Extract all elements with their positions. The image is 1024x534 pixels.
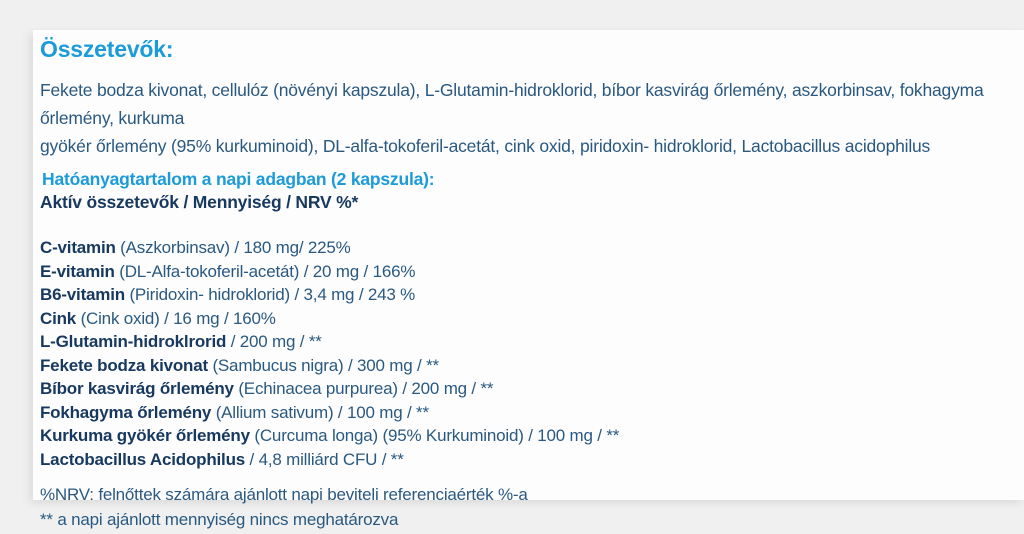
ingredient-name: Cink [40, 308, 77, 328]
ingredients-text-line-1: Fekete bodza kivonat, cellulóz (növényi kapszula), L-Glutamin-hidroklorid, bíbor kasvirág őrlemény, aszkorbinsav, fokhagyma őrlemény, kurkuma [40, 80, 984, 128]
footnotes [40, 483, 1004, 532]
active-ingredient-row [40, 448, 1004, 472]
ingredient-name: L-Glutamin-hidroklrorid [40, 332, 227, 351]
ingredient-details: (Sambucus nigra) / 300 mg / ** [207, 355, 439, 375]
ingredient-name: B6-vitamin [40, 285, 125, 304]
active-ingredient-row [40, 307, 1004, 331]
ingredient-name: Bíbor kasvirág őrlemény [40, 379, 234, 398]
active-ingredient-row [40, 236, 1004, 260]
ingredient-name: Fokhagyma őrlemény [40, 402, 212, 422]
active-ingredient-row [40, 260, 1004, 284]
active-ingredient-row [40, 354, 1004, 378]
ingredient-details: (Curcuma longa) (95% Kurkuminoid) / 100 mg / ** [249, 426, 620, 445]
ingredients-heading: Összetevők: [40, 36, 174, 62]
active-ingredient-row [40, 330, 1004, 354]
ingredient-name: E-vitamin [40, 261, 115, 281]
active-ingredient-row [40, 424, 1004, 448]
active-ingredient-row [40, 283, 1004, 307]
active-ingredient-row [40, 401, 1004, 425]
ingredient-details: (DL-Alfa-tokoferil-acetát) / 20 mg / 166% [114, 261, 416, 281]
ingredients-text-line-2: gyökér őrlemény (95% kurkuminoid), DL-alfa-tokoferil-acetát, cink oxid, piridoxin- hidroklorid, Lactobacillus acidophilus [40, 136, 931, 156]
ingredient-details: (Piridoxin- hidroklorid) / 3,4 mg / 243 % [124, 285, 416, 304]
footnote-nrv: %NRV: felnőttek számára ajánlott napi beviteli referenciaérték %-a [40, 485, 528, 504]
ingredient-details: (Allium sativum) / 100 mg / ** [211, 402, 429, 422]
ingredient-name: C-vitamin [40, 238, 116, 257]
actives-table-header: Aktív összetevők / Mennyiség / NRV %* [40, 192, 359, 212]
ingredient-name: Lactobacillus Acidophilus [40, 449, 246, 469]
ingredient-details: (Aszkorbinsav) / 180 mg/ 225% [115, 238, 351, 257]
ingredient-name: Kurkuma gyökér őrlemény [40, 426, 250, 445]
dosage-heading: Hatóanyagtartalom a napi adagban (2 kapszula): [42, 169, 435, 189]
product-description-panel [33, 30, 1024, 529]
active-ingredients-list [40, 236, 1004, 471]
ingredient-name: Fekete bodza kivonat [40, 355, 208, 375]
ingredient-details: / 200 mg / ** [226, 332, 322, 351]
ingredient-details: (Echinacea purpurea) / 200 mg / ** [233, 379, 494, 398]
footnote-no-reference: ** a napi ajánlott mennyiség nincs meghatározva [40, 509, 399, 529]
ingredient-details: / 4,8 milliárd CFU / ** [245, 449, 404, 469]
active-ingredient-row [40, 377, 1004, 401]
ingredients-text [40, 76, 1004, 160]
ingredient-details: (Cink oxid) / 16 mg / 160% [76, 308, 276, 328]
